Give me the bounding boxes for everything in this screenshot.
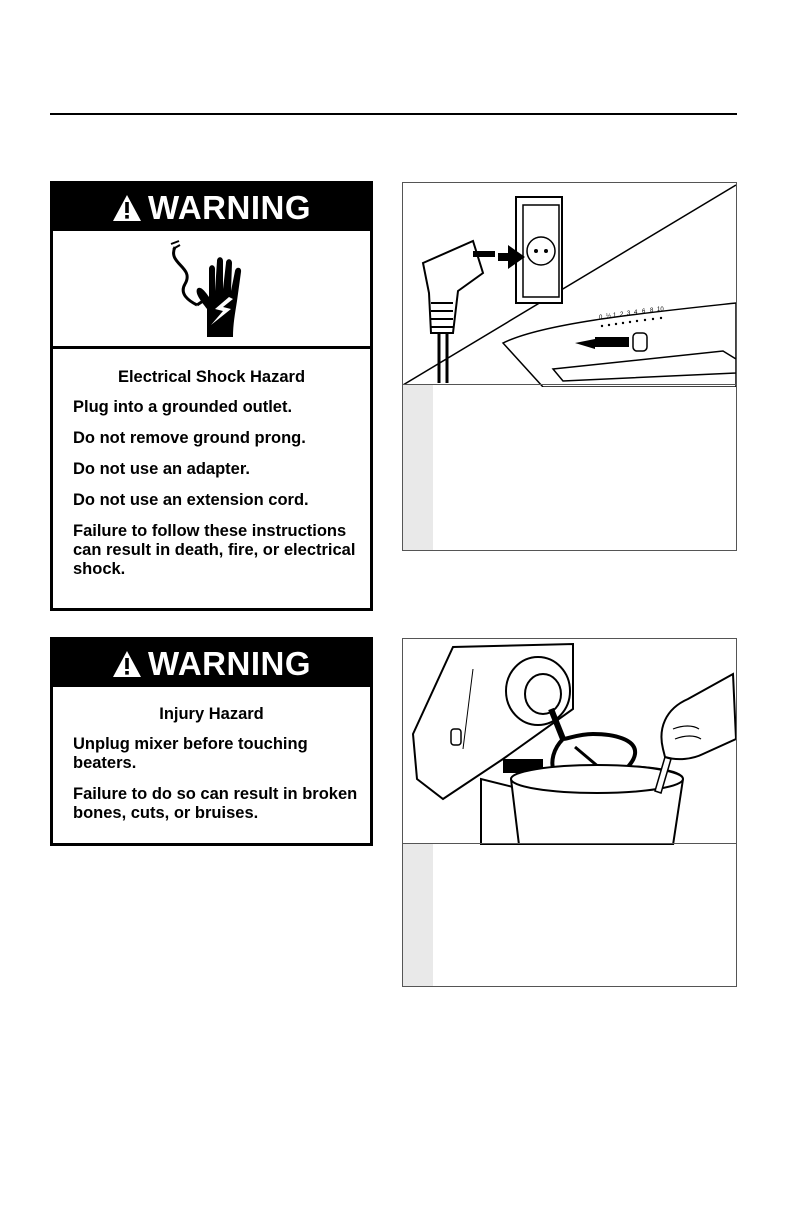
warning-line: Unplug mixer before touching beaters. [73,735,308,772]
warning-triangle-icon [112,650,142,678]
warning-header [53,640,370,687]
caption-box [403,384,736,550]
shock-hazard-panel [53,231,370,349]
speed-label: 6 [642,309,646,315]
speed-label: ½ [606,314,612,320]
caption-box [403,843,736,986]
mixer-beater-illustration-panel [402,638,737,987]
hazard-title: Electrical Shock Hazard [117,368,306,386]
hazard-title: Injury Hazard [159,705,264,723]
warning-line: Failure to do so can result in broken bones, cuts, or bruises. [73,785,358,822]
warning-title: WARNING [148,645,311,682]
speed-label: 10 [657,307,664,313]
caption-strip [403,844,433,986]
caption-strip [403,385,433,550]
electrical-shock-warning [50,181,373,611]
stand-mixer-illustration [403,639,737,845]
speed-label: 0 [599,315,603,321]
speed-label: 1 [613,313,617,319]
warning-line: Do not use an adapter. [73,460,250,478]
warning-triangle-icon [112,194,142,222]
speed-label: 3 [627,311,631,317]
plug-and-outlet-illustration [403,183,737,387]
header-rule [50,113,737,115]
warning-title: WARNING [148,189,311,226]
plug-in-illustration-panel [402,182,737,551]
speed-label: 4 [634,310,638,316]
speed-label: 2 [620,312,624,318]
warning-line: Failure to follow these instructions can result in death, fire, or electrical shock. [73,522,356,578]
warning-header [53,184,370,231]
warning-line: Plug into a grounded outlet. [73,398,293,416]
injury-warning [50,637,373,846]
speed-label: 8 [650,308,654,314]
electric-shock-hand-icon [167,239,257,339]
warning-line: Do not remove ground prong. [73,429,306,447]
warning-line: Do not use an extension cord. [73,491,309,509]
